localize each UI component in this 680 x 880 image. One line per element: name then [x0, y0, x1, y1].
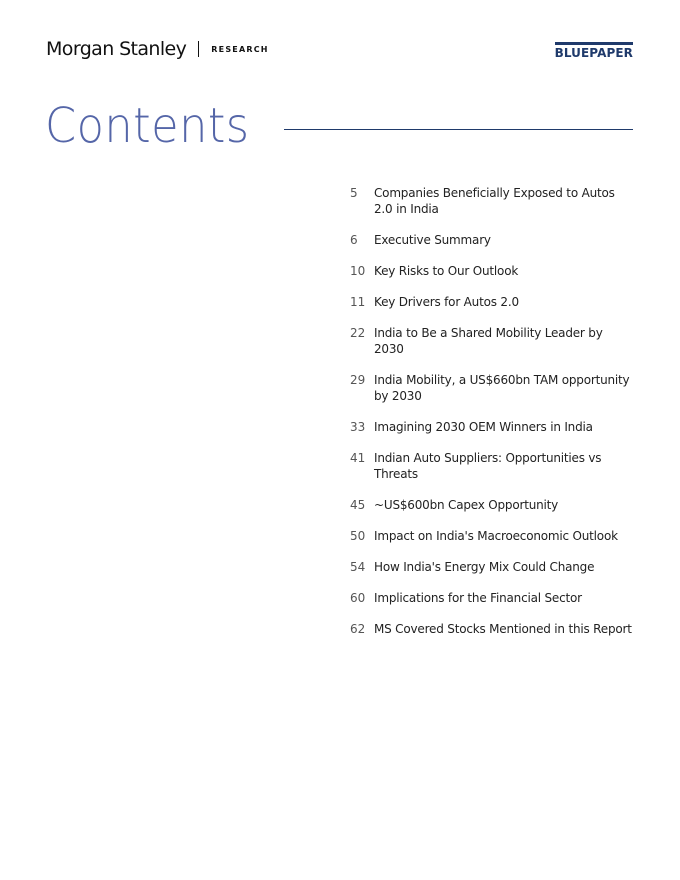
toc-entry-title[interactable]: MS Covered Stocks Mentioned in this Report [374, 622, 632, 636]
toc-entry-title[interactable]: ~US$600bn Capex Opportunity [374, 498, 559, 512]
toc-page-number: 11 [350, 295, 366, 309]
toc-entry-title[interactable]: India Mobility, a US$660bn TAM opportunity by 2030 [374, 373, 630, 403]
brand-logo-text: Morgan Stanley [46, 38, 187, 60]
toc-entry-title[interactable]: Imagining 2030 OEM Winners in India [374, 420, 593, 434]
toc-entry[interactable] [346, 185, 634, 217]
table-of-contents [346, 185, 634, 652]
bluepaper-badge: BLUEPAPER [555, 42, 633, 60]
toc-entry-title[interactable]: Implications for the Financial Sector [374, 591, 582, 605]
brand-divider [198, 41, 199, 57]
toc-page-number: 60 [350, 591, 366, 605]
toc-page-number: 10 [350, 264, 366, 278]
toc-entry-title[interactable]: How India's Energy Mix Could Change [374, 560, 595, 574]
toc-entry-title[interactable]: Indian Auto Suppliers: Opportunities vs Threats [374, 451, 602, 481]
toc-page-number: 22 [350, 326, 366, 340]
toc-entry-title[interactable]: Key Risks to Our Outlook [374, 264, 519, 278]
toc-page-number: 29 [350, 373, 366, 387]
toc-page-number: 41 [350, 451, 366, 465]
toc-entry[interactable] [346, 621, 634, 637]
brand-section-label: RESEARCH [211, 44, 269, 54]
toc-entry[interactable] [346, 497, 634, 513]
toc-entry[interactable] [346, 294, 634, 310]
toc-entry-title[interactable]: Key Drivers for Autos 2.0 [374, 295, 519, 309]
toc-entry-title[interactable]: Impact on India's Macroeconomic Outlook [374, 529, 618, 543]
header-brand [46, 38, 269, 60]
toc-entry[interactable] [346, 528, 634, 544]
toc-entry-title[interactable]: Companies Beneficially Exposed to Autos 2.0 in India [374, 186, 615, 216]
toc-entry[interactable] [346, 263, 634, 279]
page-title: Contents [45, 98, 250, 154]
toc-entry[interactable] [346, 450, 634, 482]
toc-entry-title[interactable]: India to Be a Shared Mobility Leader by 2030 [374, 326, 603, 356]
toc-page-number: 62 [350, 622, 366, 636]
toc-page-number: 45 [350, 498, 366, 512]
toc-entry[interactable] [346, 325, 634, 357]
toc-page-number: 54 [350, 560, 366, 574]
toc-entry-title[interactable]: Executive Summary [374, 233, 491, 247]
toc-page-number: 33 [350, 420, 366, 434]
toc-page-number: 6 [350, 233, 358, 247]
toc-page-number: 5 [350, 186, 358, 200]
title-divider [284, 129, 633, 130]
toc-page-number: 50 [350, 529, 366, 543]
toc-entry[interactable] [346, 559, 634, 575]
toc-entry[interactable] [346, 232, 634, 248]
toc-entry[interactable] [346, 590, 634, 606]
toc-entry[interactable] [346, 419, 634, 435]
toc-entry[interactable] [346, 372, 634, 404]
